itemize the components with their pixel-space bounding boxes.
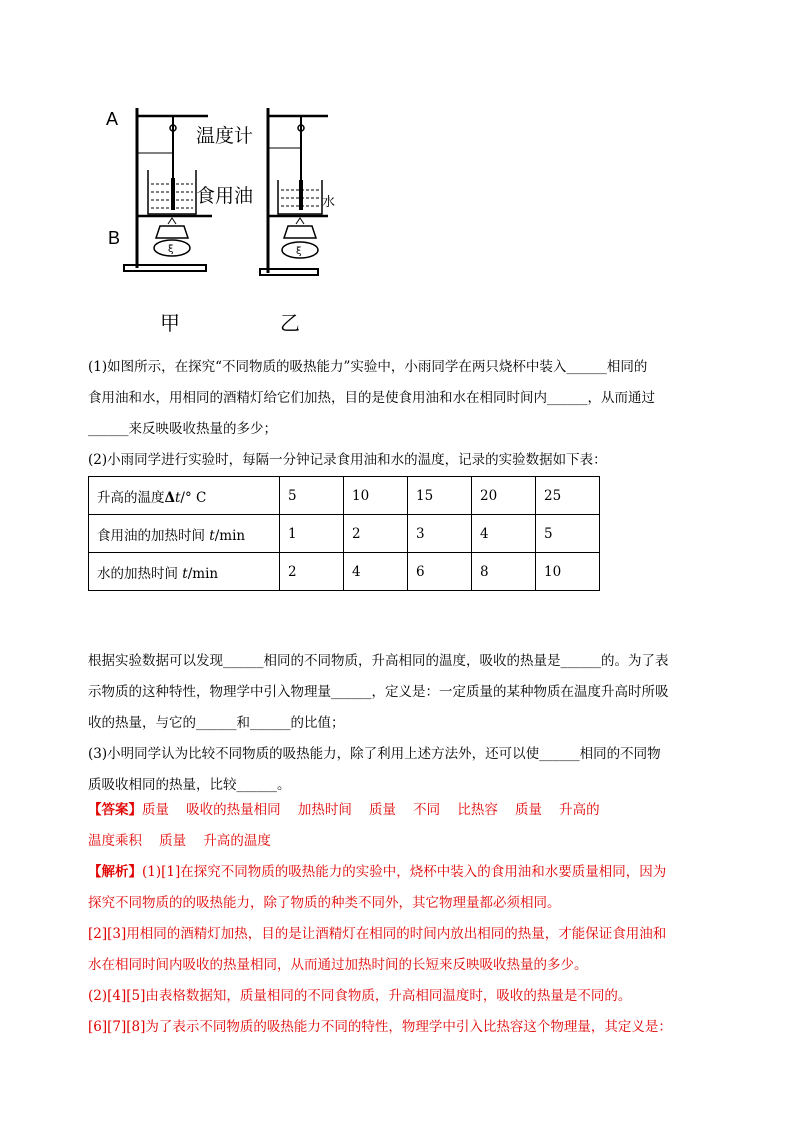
- table-cell: 8: [472, 553, 536, 591]
- table-cell: 10: [536, 553, 600, 591]
- question-1-line-3: ______来反映吸收热量的多少；: [88, 421, 277, 437]
- question-3-line-1: (3)小明同学认为比较不同物质的吸热能力，除了利用上述方法外，还可以使______相同的不同物: [88, 746, 661, 762]
- table-row: [89, 553, 600, 591]
- question-3-line-2: 质吸收相同的热量，比较______。: [88, 777, 291, 793]
- caption-jia: 甲: [160, 311, 180, 335]
- row-label: 食用油的加热时间 t/min: [89, 515, 280, 553]
- analysis-line-5: (2)[4][5]由表格数据知，质量相同的不同食物质，升高相同温度时，吸收的热量是不同的。: [88, 988, 632, 1004]
- analysis-line-2: 探究不同物质的的吸热能力，除了物质的种类不同外，其它物理量都必须相同。: [88, 895, 561, 911]
- caption-yi: 乙: [280, 311, 300, 335]
- question-2-line-1: (2)小雨同学进行实验时，每隔一分钟记录食用油和水的温度，记录的实验数据如下表：: [88, 452, 607, 468]
- right-apparatus: [260, 108, 328, 275]
- oil-label: 食用油: [196, 185, 254, 207]
- svg-text:ξ: ξ: [296, 246, 302, 257]
- analysis-text-1: (1)[1]在探究不同物质的吸热能力的实验中，烧杯中装入的食用油和水要质量相同，因为: [142, 864, 667, 880]
- table-cell: 6: [408, 553, 472, 591]
- table-cell: 1: [280, 515, 344, 553]
- analysis-line-4: 水在相同时间内吸收的热量相同，从而通过加热时间的长短来反映吸收热量的多少。: [88, 957, 588, 973]
- answer-line-2: 温度乘积 质量 升高的温度: [88, 833, 271, 849]
- svg-text:ξ: ξ: [168, 244, 174, 255]
- answer-line-1: [88, 800, 600, 820]
- table-cell: 20: [472, 477, 536, 515]
- water-label: 水: [322, 195, 336, 210]
- answer-text-1: 质量 吸收的热量相同 加热时间 质量 不同 比热容 质量 升高的: [142, 802, 600, 818]
- analysis-tag: 【解析】: [88, 864, 142, 880]
- row-label: 水的加热时间 t/min: [89, 553, 280, 591]
- label-a: A: [106, 109, 119, 129]
- data-table: [88, 476, 600, 591]
- experiment-figure: [100, 98, 340, 348]
- analysis-line-6: [6][7][8]为了表示不同物质的吸热能力不同的特性，物理学中引入比热容这个物理量，其定义是：: [88, 1019, 672, 1035]
- table-row: [89, 515, 600, 553]
- after-table-line-3: 收的热量，与它的______和______的比值；: [88, 715, 345, 731]
- analysis-line-3: [2][3]用相同的酒精灯加热，目的是让酒精灯在相同的时间内放出相同的热量，才能保证食用油和: [88, 926, 667, 942]
- answer-tag: 【答案】: [88, 802, 142, 818]
- label-b: B: [108, 228, 121, 248]
- analysis-line-1: [88, 862, 666, 882]
- table-cell: 2: [280, 553, 344, 591]
- table-cell: 25: [536, 477, 600, 515]
- thermometer-label: 温度计: [196, 125, 254, 147]
- table-cell: 10: [344, 477, 408, 515]
- table-cell: 15: [408, 477, 472, 515]
- table-cell: 3: [408, 515, 472, 553]
- row-label: 升高的温度Δt/° C: [89, 477, 280, 515]
- question-1-line-2: 食用油和水，用相同的酒精灯给它们加热，目的是使食用油和水在相同时间内______，从而通过: [88, 390, 655, 406]
- table-cell: 4: [472, 515, 536, 553]
- table-cell: 2: [344, 515, 408, 553]
- table-cell: 5: [536, 515, 600, 553]
- table-cell: 5: [280, 477, 344, 515]
- after-table-line-2: 示物质的这种特性，物理学中引入物理量______，定义是：一定质量的某种物质在温度升高时所吸: [88, 684, 669, 700]
- table-cell: 4: [344, 553, 408, 591]
- question-1-line-1: (1)如图所示，在探究“不同物质的吸热能力”实验中，小雨同学在两只烧杯中装入______相同的: [88, 359, 648, 375]
- apparatus-diagram: [100, 98, 340, 348]
- table-row: [89, 477, 600, 515]
- after-table-line-1: 根据实验数据可以发现______相同的不同物质，升高相同的温度，吸收的热量是______的。为了表: [88, 653, 669, 669]
